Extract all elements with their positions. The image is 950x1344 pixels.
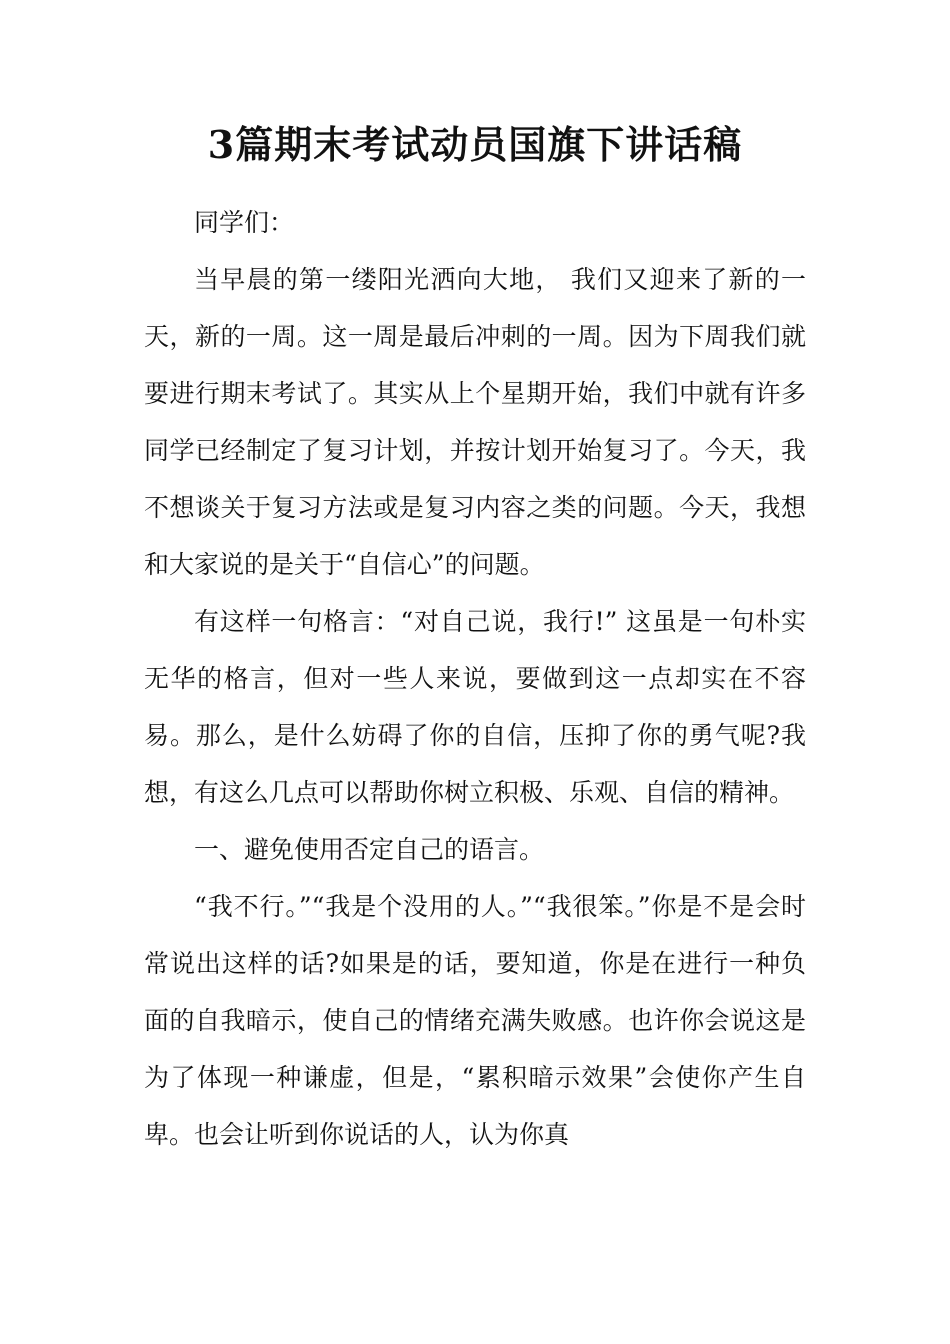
paragraph-heading-one: 一、避免使用否定自己的语言。 (194, 835, 545, 864)
paragraph-greeting: 同学们： (194, 208, 295, 237)
paragraph-intro: 当早晨的第一缕阳光洒向大地， 我们又迎来了新的一天，新的一周。这一周是最后冲刺的一周。因为下周我们就要进行期末考试了。其实从上个星期开始，我们中就有许多同学已经制定了复习计划，并按计划开始复习了。今天，我不想谈关于复习方法或是复习内容之类的问题。今天，我想和大家说的是关于“自信心”的问题。 (144, 265, 806, 579)
paragraph-motto: 有这样一句格言：“对自己说，我行!” 这虽是一句朴实无华的格言，但对一些人来说，要做到这一点却实在不容易。那么，是什么妨碍了你的自信，压抑了你的勇气呢?我想，有这么几点可以帮助你树立积极、乐观、自信的精神。 (144, 607, 806, 807)
paragraph-negative-language: “我不行。”“我是个没用的人。”“我很笨。”你是不是会时常说出这样的话?如果是的话，要知道，你是在进行一种负面的自我暗示，使自己的情绪充满失败感。也许你会说这是为了体现一种谦虚，但是，“累积暗示效果”会使你产生自卑。也会让听到你说话的人，认为你真 (144, 892, 806, 1149)
document-title: 3篇期末考试动员国旗下讲话稿 (207, 122, 743, 167)
